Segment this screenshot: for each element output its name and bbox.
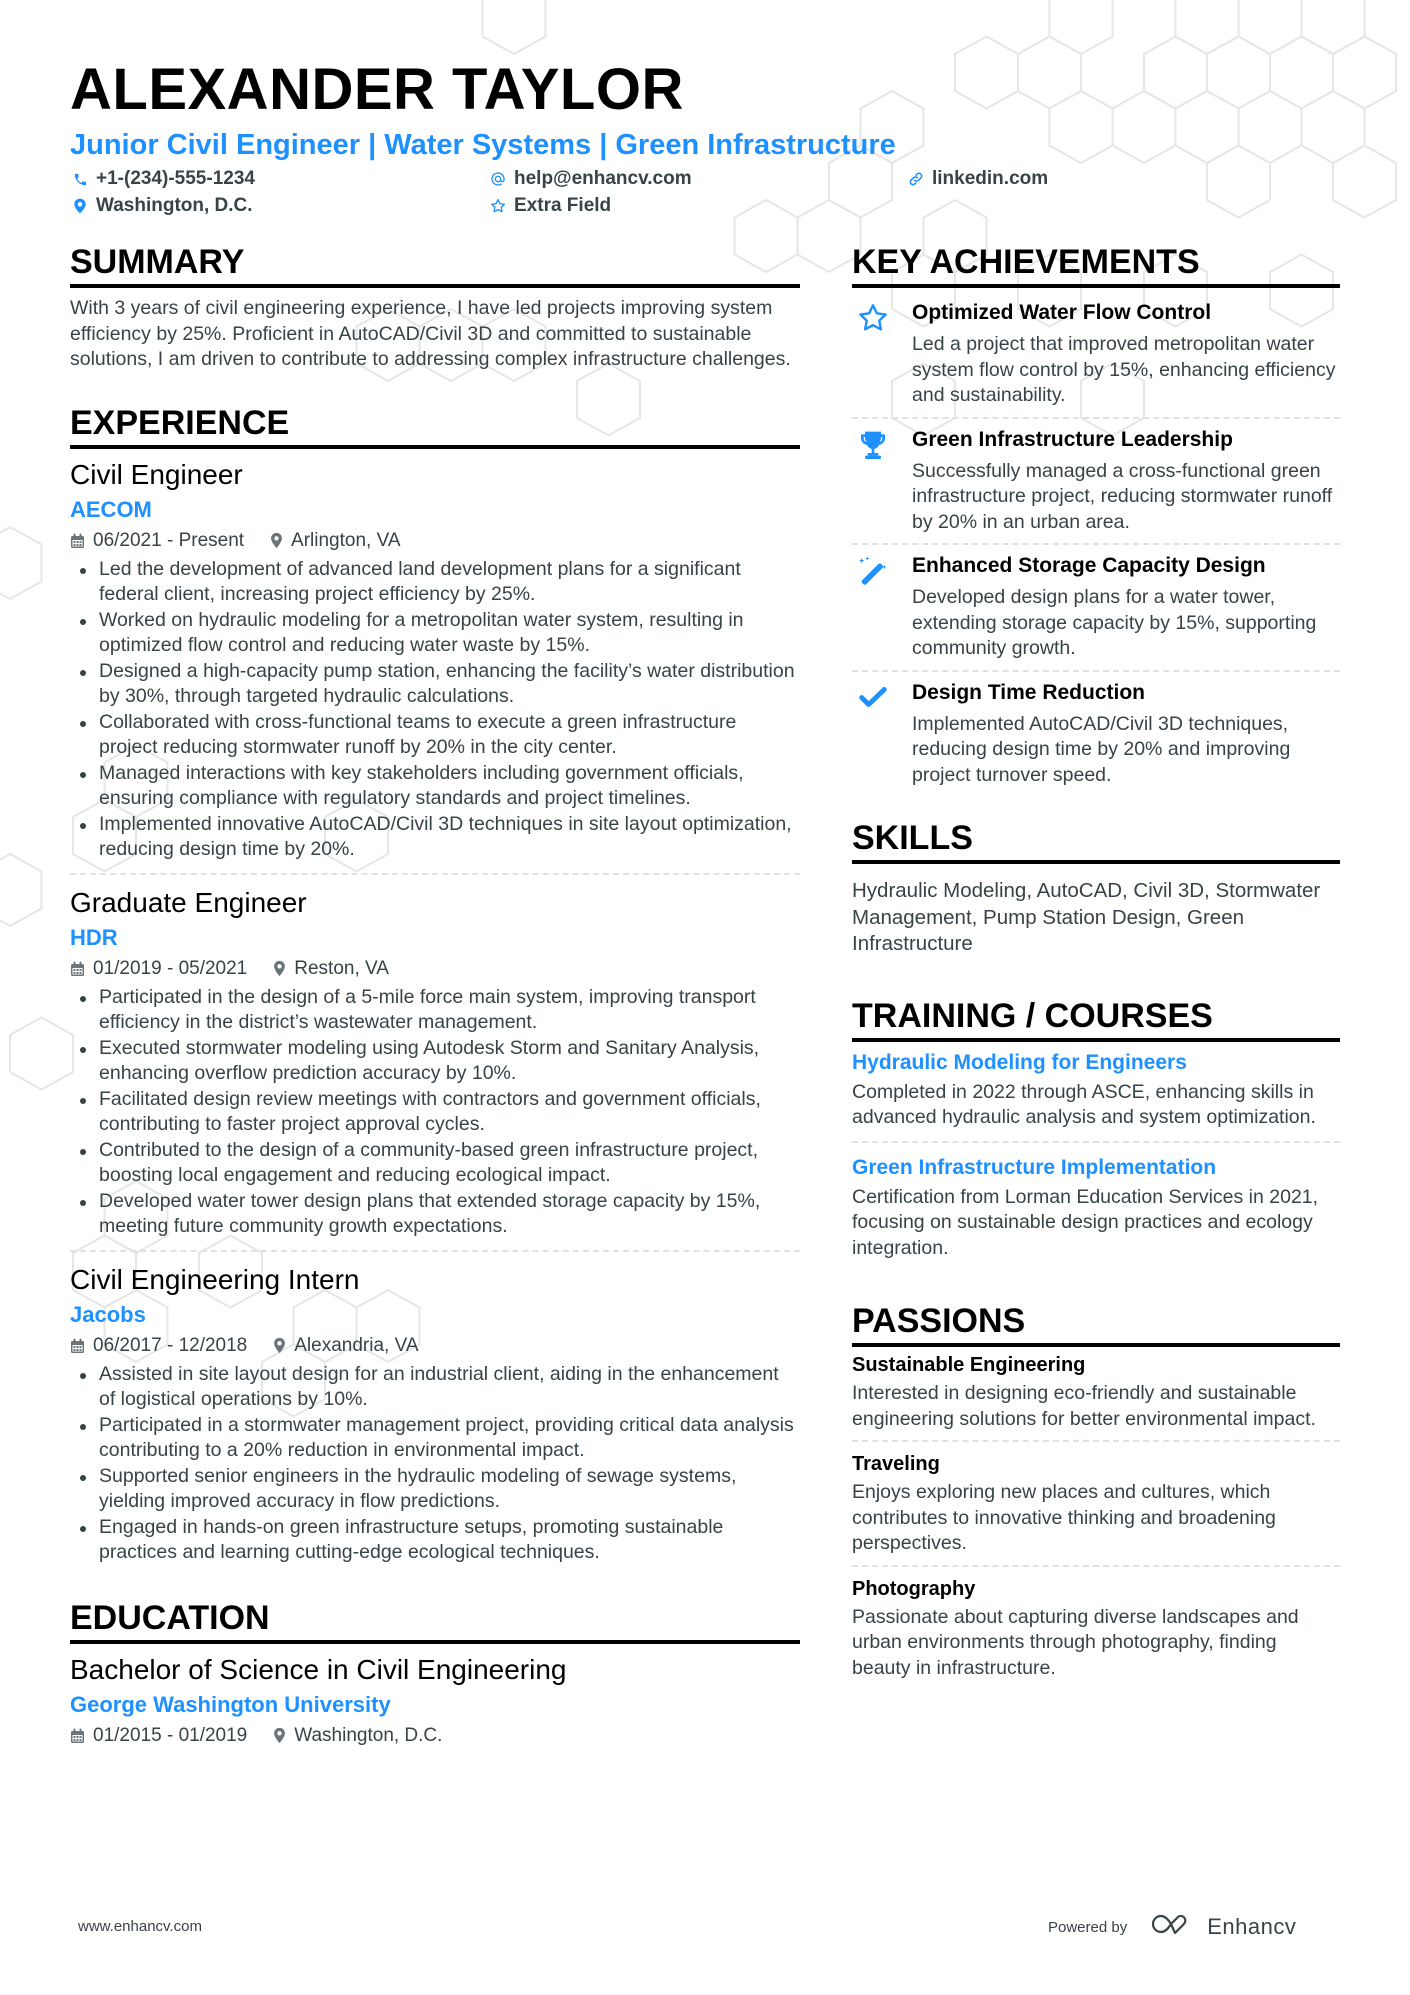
passion-title: Traveling (852, 1453, 940, 1475)
phone-text: +1-(234)-555-1234 (96, 168, 255, 189)
location (273, 1722, 442, 1750)
achievement-item (852, 292, 1340, 419)
job-title: Civil Engineering Intern (70, 1263, 360, 1295)
right-column (852, 242, 1340, 1719)
location-pin-icon (273, 1727, 286, 1744)
course-title[interactable]: Hydraulic Modeling for Engineers (852, 1050, 1187, 1074)
degree-title: Bachelor of Science in Civil Engineering (70, 1653, 567, 1685)
contact-linkedin[interactable] (908, 166, 1048, 192)
contact-info (70, 166, 1350, 222)
location (273, 955, 389, 983)
course-description: Certification from Lorman Education Services in 2021, focusing on sustainable design practices and ecology integration. (852, 1185, 1319, 1259)
education-list (70, 1652, 800, 1762)
achievement-body (912, 678, 1340, 789)
link-icon (908, 171, 924, 187)
achievement-body (912, 425, 1340, 536)
school-name[interactable]: George Washington University (70, 1691, 391, 1717)
location-pin-icon (270, 532, 283, 549)
location-pin-icon (273, 1337, 286, 1354)
achievement-body (912, 298, 1340, 409)
contact-email[interactable] (490, 166, 692, 192)
course-title[interactable]: Green Infrastructure Implementation (852, 1155, 1217, 1179)
job-entry (70, 885, 800, 1252)
training-list (852, 1048, 1340, 1272)
email-text: help@enhancv.com (514, 168, 692, 189)
bullet-item: Developed water tower design plans that extended storage capacity by 15%, meeting future community growth expectations. (70, 1189, 800, 1240)
passion-item (852, 1351, 1340, 1442)
achievement-description: Led a project that improved metropolitan water system flow control by 15%, enhancing efficiency and sustainability. (912, 333, 1336, 406)
company-name[interactable]: HDR (70, 924, 118, 950)
footer-website[interactable]: www.enhancv.com (78, 1918, 202, 1935)
date-text: 01/2015 - 01/2019 (93, 1724, 248, 1746)
footer-branding (1048, 1912, 1296, 1942)
job-bullets (70, 1362, 800, 1566)
bullet-item: Contributed to the design of a community-based green infrastructure project, boosting local engagement and reducing ecological impact. (70, 1138, 800, 1189)
calendar-icon (70, 1338, 85, 1354)
skills-section (852, 818, 1340, 958)
bullet-item: Executed stormwater modeling using Autodesk Storm and Sanitary Analysis, enhancing overflow prediction accuracy by 10%. (70, 1036, 800, 1087)
bullet-item: Led the development of advanced land development plans for a significant federal client, increasing project efficiency by 25%. (70, 557, 800, 608)
bullet-item: Assisted in site layout design for an industrial client, aiding in the enhancement of logistical operations by 10%. (70, 1362, 800, 1413)
date-range (70, 955, 247, 983)
enhancv-brand-name: Enhancv (1207, 1914, 1297, 1939)
date-range (70, 1332, 247, 1360)
summary-section (70, 242, 800, 373)
experience-section (70, 403, 800, 1576)
skills-heading: SKILLS (852, 818, 1340, 864)
achievement-item (852, 545, 1340, 672)
location-text: Alexandria, VA (294, 1334, 419, 1356)
passion-item (852, 1450, 1340, 1567)
course-item (852, 1153, 1340, 1272)
date-range (70, 1722, 247, 1750)
bullet-item: Designed a high-capacity pump station, enhancing the facility’s water distribution by 30%, through targeted hydraulic calculations. (70, 659, 800, 710)
achievement-item (852, 419, 1340, 546)
location (270, 527, 400, 555)
achievement-title: Optimized Water Flow Control (912, 301, 1212, 324)
job-entry (70, 457, 800, 875)
location-text: Arlington, VA (291, 529, 401, 551)
date-range (70, 527, 244, 555)
achievements-heading: KEY ACHIEVEMENTS (852, 242, 1340, 288)
achievement-description: Successfully managed a cross-functional green infrastructure project, reducing stormwater runoff by 20% in an urban area. (912, 459, 1333, 533)
education-entry (70, 1652, 800, 1762)
candidate-name: ALEXANDER TAYLOR (70, 57, 684, 122)
achievement-item (852, 672, 1340, 797)
passions-list (852, 1351, 1340, 1689)
passion-title: Sustainable Engineering (852, 1354, 1086, 1376)
summary-heading: SUMMARY (70, 242, 800, 288)
contact-extra-field (490, 193, 611, 219)
calendar-icon (70, 1728, 85, 1744)
calendar-icon (70, 961, 85, 977)
education-section (70, 1598, 800, 1762)
bullet-item: Facilitated design review meetings with contractors and government officials, contributing to faster project approval cycles. (70, 1087, 800, 1138)
magic-wand-icon (852, 551, 912, 662)
bullet-item: Managed interactions with key stakeholders including government officials, ensuring compliance with regulatory standards and project timelines. (70, 761, 800, 812)
course-item (852, 1048, 1340, 1143)
passion-description: Enjoys exploring new places and cultures, which contributes to innovative thinking and broadening perspectives. (852, 1481, 1276, 1554)
achievements-section (852, 242, 1340, 796)
company-name[interactable]: Jacobs (70, 1301, 146, 1327)
star-outline-icon (490, 198, 506, 214)
enhancv-infinity-heart-icon (1149, 1912, 1195, 1942)
date-text: 06/2021 - Present (93, 529, 245, 551)
location-text: Washington, D.C. (294, 1724, 443, 1746)
passions-section (852, 1301, 1340, 1689)
extra-field-text: Extra Field (514, 195, 612, 216)
powered-by-label: Powered by (1048, 1918, 1128, 1936)
location-text: Reston, VA (294, 957, 389, 979)
contact-location (72, 193, 253, 219)
experience-heading: EXPERIENCE (70, 403, 800, 449)
enhancv-logo[interactable] (1149, 1912, 1296, 1942)
achievements-list (852, 292, 1340, 796)
location-text: Washington, D.C. (96, 195, 253, 216)
bullet-item: Collaborated with cross-functional teams to execute a green infrastructure project reducing stormwater runoff by 20% in the city center. (70, 710, 800, 761)
job-entry (70, 1262, 800, 1576)
location (273, 1332, 418, 1360)
skills-text: Hydraulic Modeling, AutoCAD, Civil 3D, Stormwater Management, Pump Station Design, Green Infrastructure (852, 879, 1321, 955)
passion-title: Photography (852, 1577, 976, 1600)
left-column (70, 242, 800, 1792)
linkedin-text: linkedin.com (932, 168, 1049, 189)
education-heading: EDUCATION (70, 1598, 800, 1644)
location-pin-icon (72, 198, 88, 214)
bullet-item: Participated in a stormwater management project, providing critical data analysis contributing to a 20% reduction in environmental impact. (70, 1413, 800, 1464)
star-icon (852, 298, 912, 409)
company-name[interactable]: AECOM (70, 496, 152, 522)
summary-text: With 3 years of civil engineering experience, I have led projects improving system efficiency by 25%. Proficient in AutoCAD/Civil 3D and committed to sustainable solutions, I am driven to contribute to addressing complex infrastructure challenges. (70, 297, 791, 370)
date-location-line (70, 527, 800, 555)
achievement-body (912, 551, 1340, 662)
passion-item (852, 1575, 1340, 1690)
job-title: Graduate Engineer (70, 886, 307, 918)
at-sign-icon (490, 171, 506, 187)
achievement-description: Implemented AutoCAD/Civil 3D techniques, reducing design time by 20% and improving project turnover speed. (912, 712, 1291, 786)
date-location-line (70, 1722, 800, 1750)
date-location-line (70, 955, 800, 983)
job-bullets (70, 557, 800, 863)
date-text: 01/2019 - 05/2021 (93, 957, 248, 979)
course-description: Completed in 2022 through ASCE, enhancing skills in advanced hydraulic analysis and system optimization. (852, 1080, 1316, 1128)
resume-header (70, 52, 1350, 222)
achievement-title: Enhanced Storage Capacity Design (912, 554, 1266, 577)
checkmark-icon (852, 678, 912, 789)
candidate-headline: Junior Civil Engineer | Water Systems | Green Infrastructure (70, 129, 896, 161)
achievement-title: Green Infrastructure Leadership (912, 427, 1233, 451)
experience-list (70, 457, 800, 1576)
job-title: Civil Engineer (70, 458, 243, 490)
passion-description: Passionate about capturing diverse landscapes and urban environments through photography, finding beauty in infrastructure. (852, 1605, 1299, 1679)
passions-heading: PASSIONS (852, 1301, 1340, 1347)
date-text: 06/2017 - 12/2018 (93, 1334, 248, 1356)
bullet-item: Implemented innovative AutoCAD/Civil 3D techniques in site layout optimization, reducing design time by 20%. (70, 812, 800, 863)
bullet-item: Participated in the design of a 5-mile force main system, improving transport efficiency in the district’s wastewater management. (70, 985, 800, 1036)
bullet-item: Supported senior engineers in the hydraulic modeling of sewage systems, yielding improved accuracy in flow predictions. (70, 1464, 800, 1515)
location-pin-icon (273, 960, 286, 977)
calendar-icon (70, 533, 85, 549)
training-section (852, 996, 1340, 1272)
contact-phone[interactable] (72, 166, 255, 192)
phone-icon (72, 171, 88, 187)
bullet-item: Worked on hydraulic modeling for a metropolitan water system, resulting in optimized flow control and reducing water waste by 15%. (70, 608, 800, 659)
training-heading: TRAINING / COURSES (852, 996, 1340, 1042)
achievement-description: Developed design plans for a water tower, extending storage capacity by 15%, supporting community growth. (912, 586, 1317, 659)
achievement-title: Design Time Reduction (912, 680, 1145, 704)
job-bullets (70, 985, 800, 1240)
passion-description: Interested in designing eco-friendly and sustainable engineering solutions for better environmental impact. (852, 1382, 1316, 1430)
bullet-item: Engaged in hands-on green infrastructure setups, promoting sustainable practices and learning cutting-edge ecological techniques. (70, 1515, 800, 1566)
date-location-line (70, 1332, 800, 1360)
trophy-icon (852, 425, 912, 536)
